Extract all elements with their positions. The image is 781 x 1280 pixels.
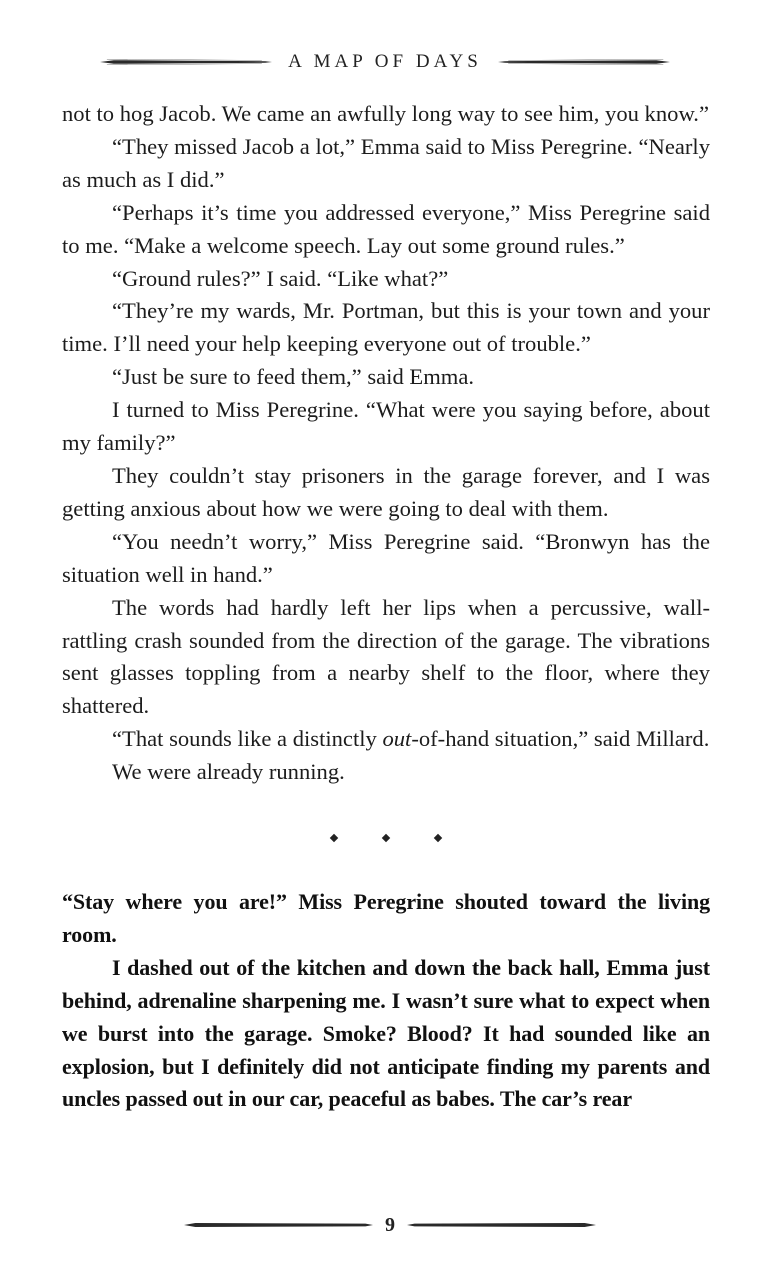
paragraph: “Stay where you are!” Miss Peregrine shouted toward the living room.: [62, 889, 710, 947]
running-header-title: A MAP OF DAYS: [288, 51, 482, 72]
section-break-diamond-icon: [434, 833, 442, 841]
paragraph: “You needn’t worry,” Miss Peregrine said. “Bronwyn has the situation well in hand.”: [62, 528, 710, 587]
paragraph-millard: [62, 723, 710, 756]
paragraph: “Just be sure to feed them,” said Emma.: [112, 364, 475, 390]
footer-right-ornament: [407, 1220, 596, 1230]
section-break: [62, 789, 710, 886]
header-left-ornament: [100, 57, 272, 67]
paragraph: not to hog Jacob. We came an awfully long way to see him, you know.”: [62, 101, 709, 126]
footer-left-ornament: [184, 1220, 373, 1230]
running-header: [100, 44, 670, 80]
paragraph: The words had hardly left her lips when a percussive, wall-rattling crash sounded from the direction of the garage. The vibrations sent glasses toppling from a nearby shelf to the floor, where they shattered.: [62, 594, 710, 719]
paragraph-running: We were already running.: [112, 759, 345, 785]
paragraph: “Perhaps it’s time you addressed everyone,” Miss Peregrine said to me. “Make a welcome speech. Lay out some ground rules.”: [62, 199, 710, 258]
section-break-diamond-icon: [330, 833, 338, 841]
millard-emphasis: out: [382, 726, 412, 752]
millard-text-before: “That sounds like a distinctly: [112, 726, 383, 752]
millard-text-after: -of-hand situation,” said Millard.: [411, 726, 710, 752]
header-right-ornament: [498, 57, 670, 67]
body-text: [62, 98, 710, 1116]
paragraph: I turned to Miss Peregrine. “What were you saying before, about my family?”: [62, 397, 710, 456]
paragraph: “They missed Jacob a lot,” Emma said to Miss Peregrine. “Nearly as much as I did.”: [62, 133, 710, 192]
paragraph: “Ground rules?” I said. “Like what?”: [112, 265, 449, 291]
paragraph-group-before-break: [62, 98, 710, 723]
paragraph: I dashed out of the kitchen and down the back hall, Emma just behind, adrenaline sharpening me. I wasn’t sure what to expect when we burst into the garage. Smoke? Blood? It had sounded like an explosion, but I definitely did not anticipate finding my parents and uncles passed out in our car, peaceful as babes. The car’s rear: [62, 954, 710, 1112]
paragraph: They couldn’t stay prisoners in the garage forever, and I was getting anxious about how we were going to deal with them.: [62, 462, 710, 521]
section-break-diamond-icon: [382, 833, 390, 841]
paragraph: “They’re my wards, Mr. Portman, but this is your town and your time. I’ll need your help keeping everyone out of trouble.”: [62, 298, 710, 357]
page-number: 9: [385, 1213, 395, 1236]
paragraph-group-after-break: [62, 886, 710, 1116]
page-footer: [184, 1214, 596, 1236]
